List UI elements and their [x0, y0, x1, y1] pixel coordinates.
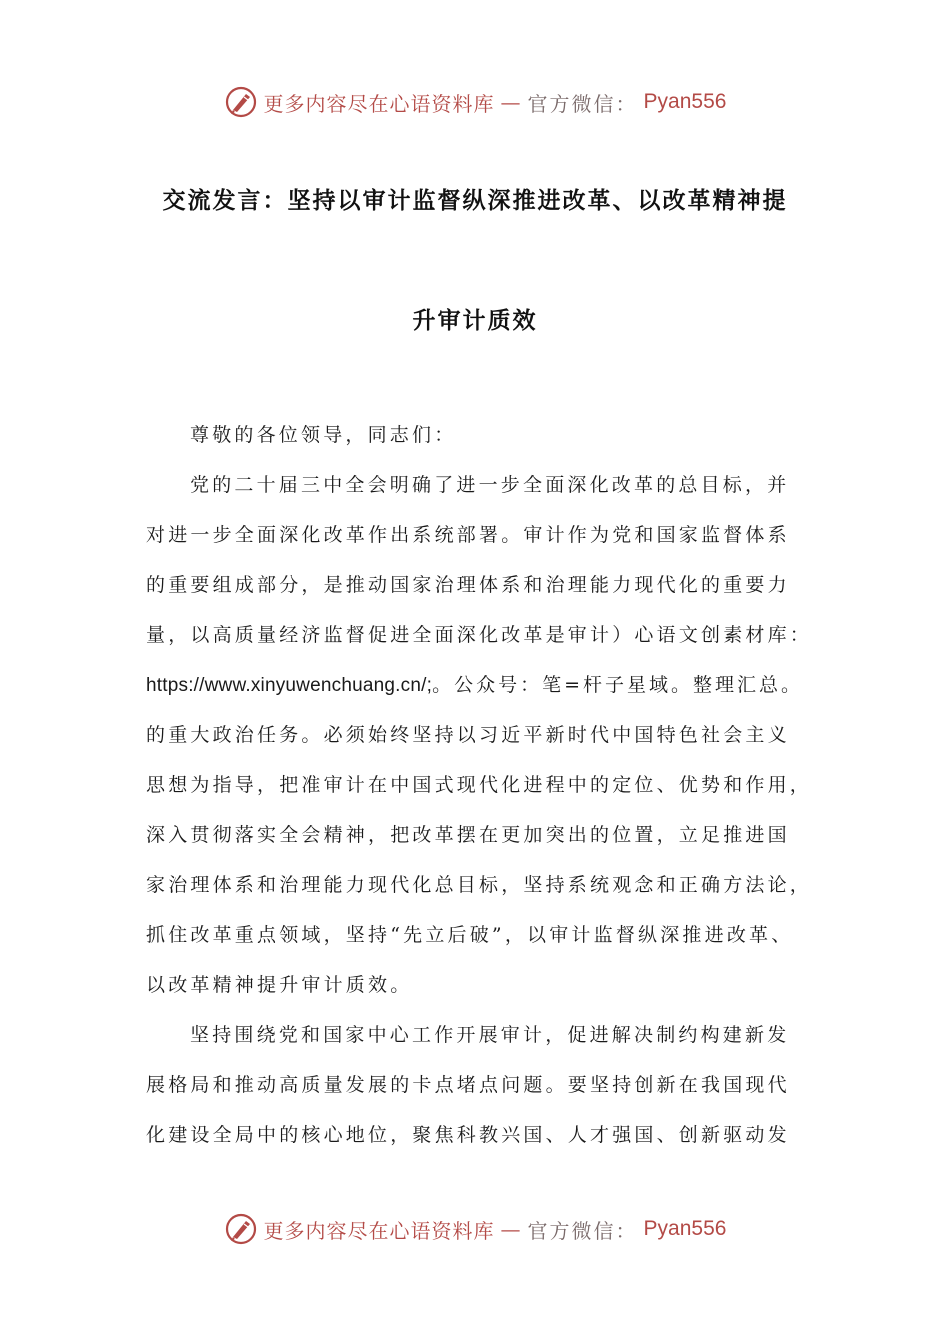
banner-wechat-handle: Pyan556	[643, 1217, 727, 1240]
url-suffix-text: 。公众号：笔=杆子星域。整理汇总。	[432, 674, 803, 696]
pen-nib-logo-icon	[224, 1212, 258, 1246]
source-url-text: https://www.xinyuwenchuang.cn/;	[146, 675, 433, 696]
paragraph-line: 对进一步全面深化改革作出系统部署。审计作为党和国家监督体系	[146, 524, 790, 546]
paragraph-line: 展格局和推动高质量发展的卡点堵点问题。要坚持创新在我国现代	[146, 1074, 790, 1096]
header-banner	[0, 82, 950, 122]
paragraph-line: 思想为指导，把准审计在中国式现代化进程中的定位、优势和作用，	[146, 774, 813, 796]
banner-brand: 更多内容尽在心语资料库	[263, 1218, 495, 1243]
salutation: 尊敬的各位领导，同志们：	[190, 424, 457, 446]
document-body	[146, 410, 818, 1160]
paragraph-line: 抓住改革重点领域，坚持“先立后破”，以审计监督纵深推进改革、	[146, 924, 794, 946]
paragraph-line: 的重大政治任务。必须始终坚持以习近平新时代中国特色社会主义	[146, 724, 790, 746]
paragraph-line: 以改革精神提升审计质效。	[146, 974, 413, 996]
paragraph-line: 的重要组成部分，是推动国家治理体系和治理能力现代化的重要力	[146, 574, 790, 596]
paragraph-line: 党的二十届三中全会明确了进一步全面深化改革的总目标，并	[190, 474, 790, 496]
footer-banner	[0, 1209, 950, 1249]
paragraph-line: 深入贯彻落实全会精神，把改革摆在更加突出的位置，立足推进国	[146, 824, 790, 846]
banner-wechat-handle: Pyan556	[643, 90, 727, 113]
paragraph-line-url	[146, 660, 818, 710]
banner-dash: —	[500, 1217, 522, 1241]
banner-brand: 更多内容尽在心语资料库	[263, 91, 495, 116]
paragraph-line: 坚持围绕党和国家中心工作开展审计，促进解决制约构建新发	[190, 1024, 790, 1046]
document-title-line-2: 升审计质效	[412, 308, 538, 334]
document-title-line-1: 交流发言：坚持以审计监督纵深推进改革、以改革精神提	[162, 188, 788, 214]
paragraph-line: 量，以高质量经济监督促进全面深化改革是审计）心语文创素材库：	[146, 624, 813, 646]
banner-contact-label: 官方微信：	[527, 1218, 638, 1243]
banner-dash: —	[500, 90, 522, 114]
banner-contact-label: 官方微信：	[527, 91, 638, 116]
pen-nib-logo-icon	[224, 85, 258, 119]
paragraph-line: 化建设全局中的核心地位，聚焦科教兴国、人才强国、创新驱动发	[146, 1124, 790, 1146]
paragraph-line: 家治理体系和治理能力现代化总目标，坚持系统观念和正确方法论，	[146, 874, 813, 896]
